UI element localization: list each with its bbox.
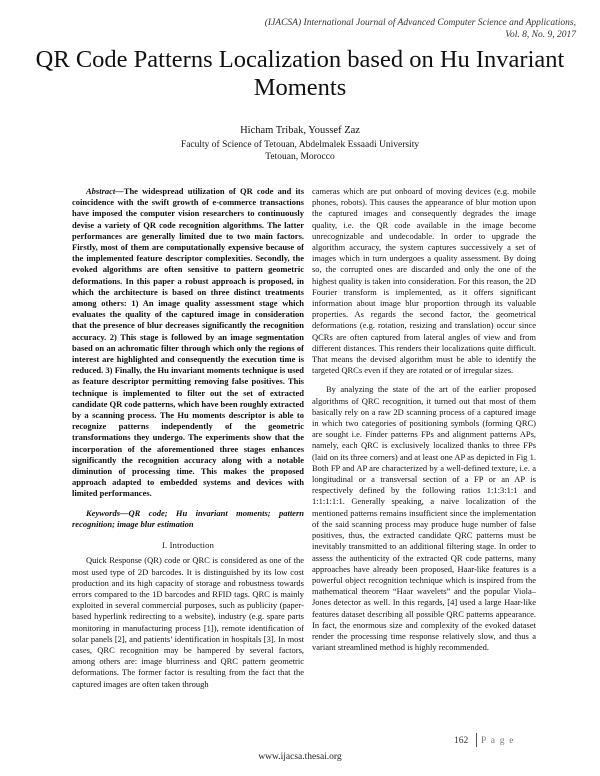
abstract-text: —The widespread utilization of QR code and its coincidence with the swift growth of e-commerce transactions have imposed the computer vision researchers to continuously devise a variety of QR code recognition algorithms. The latter performances are generally limited due to two main factors. Firstly, most of them are computationally expensive because of the implemented feature descriptor complexities. Secondly, the evoked algorithms are often sensitive to pattern geometric deformations. In this paper a robust approach is proposed, in which the architecture is based on three distinct treatments among others: 1) An image quality assessment stage which evaluates the quality of the captured image in consideration that the presence of blur decreases significantly the recognition accuracy. 2) This stage is followed by an image segmentation based on an achromatic filter through which only the regions of interest are highlighted and consequently the execution time is reduced. 3) Finally, the Hu invariant moments technique is used as feature descriptor permitting removing false positives. This technique is implemented to filter out the set of extracted candidate QR code patterns, which have been roughly extracted by a scanning process. The Hu moments descriptor is able to recognize patterns independently of the geometric transformations they undergo. The experiments show that the incorporation of the aforementioned three stages enhances significantly the recognition accuracy along with a notable diminution of processing time. This makes the proposed approach adapted to embedded systems and devices with limited performances. <box>72 186 304 499</box>
intro-paragraph-1: Quick Response (QR) code or QRC is considered as one of the most used type of 2D barcodes. It is distinguished by its low cost production and its high capacity of storage and robustness towards errors compared to the 1D barcodes and RFID tags. QRC is mainly exploited in several commercial purposes, such as publicity (paper-based hyperlink redirecting to a website), industry (e.g. spare parts monitoring in manufacturing process [1]), remote identification of solar panels [2], and patients’ identification in hospitals [3]. In most cases, QRC recognition may be hampered by several factors, among others are: image blurriness and QRC pattern geometric deformations. The former factor is resulting from the fact that the captured images are often taken through <box>72 555 304 689</box>
intro-paragraph-1-continued: cameras which are put onboard of moving devices (e.g. mobile phones, robots). This causes the appearance of blur motion upon the captured images and consequently degrades the image quality, i.e. the QR code available in the image become unrecognizable and undecodable. In order to upgrade the algorithm accuracy, the system captures successively a set of images which in turn undergoes a quality assessment. By doing so, the corrupted ones are discarded and only the one of the highest quality is taken into consideration. For this reason, the 2D Fourier transform is implemented, as it offers significant information about image blur proportion through its valuable properties. As regards the second factor, the geometrical deformations (e.g. rotation, resizing and translation) occur since QCRs are often captured from lateral angles of view and from different distances. This renders their localizations quite difficult. That means the devised algorithm must be able to identify the targeted QRCs even if they are rotated or of irregular sizes. <box>312 186 536 376</box>
paper-authors: Hicham Tribak, Youssef Zaz <box>240 125 360 136</box>
right-column <box>312 186 536 653</box>
journal-header-line1: (IJACSA) International Journal of Advanced Computer Science and Applications, <box>264 18 576 28</box>
page-number: 162 <box>454 736 469 746</box>
page-label: P a g e <box>481 736 515 746</box>
journal-header <box>196 18 576 41</box>
abstract-label: Abstract <box>86 186 116 196</box>
journal-url: www.ijacsa.thesai.org <box>258 752 342 762</box>
section-heading-introduction: I. Introduction <box>161 540 215 551</box>
page-separator <box>476 733 477 747</box>
intro-paragraph-2: By analyzing the state of the art of the earlier proposed algorithms of QRC recognition, it turned out that most of them basically rely on a raw 2D scanning process of a captured image in which two categories of positioning symbols (forming QRC) are sought i.e. Finder patterns FPs and alignment patterns APs, namely, each QRC is exclusively localized thanks to three FPs (laid on its three corners) and at least one AP as depicted in Fig 1. Both FP and AP are characterized by a well-defined texture, i.e. a longitudinal or a transversal section of a FP or an AP is respectively defined by the following ratios 1:1:3:1:1 and 1:1:1:1:1. Generally speaking, a naive localization of the mentioned patterns remains insufficient since the implementation of the said scanning process may produce huge number of false positives, thus, the extracted candidate QRC patterns must be inevitably transmitted to an additional filtering stage. In order to assess the authenticity of the extracted QR code patterns, many approaches have already been proposed, Haar-like features is a powerful object recognition technique which is inspired from the mathematical theorem “Haar wavelets” and the popular Viola–Jones detector as well. In this regards, [4] used a large Haar-like features dataset describing all possible QRC patterns appearance. In fact, the enormous size and complexity of the evoked dataset render the processing time response relatively slow, and thus a variant streamlined method is highly recommended. <box>312 384 536 653</box>
keywords: Keywords—QR code; Hu invariant moments; pattern recognition; image blur estimation <box>72 507 304 529</box>
paper-title: QR Code Patterns Localization based on Hu Invariant Moments <box>35 46 565 101</box>
affiliation-line1: Faculty of Science of Tetouan, Abdelmalek Essaadi University <box>180 140 420 150</box>
left-column <box>72 186 304 690</box>
paper-affiliation <box>0 139 600 163</box>
journal-header-line2: Vol. 8, No. 9, 2017 <box>505 29 576 40</box>
affiliation-line2: Tetouan, Morocco <box>265 152 335 162</box>
abstract <box>72 186 304 500</box>
